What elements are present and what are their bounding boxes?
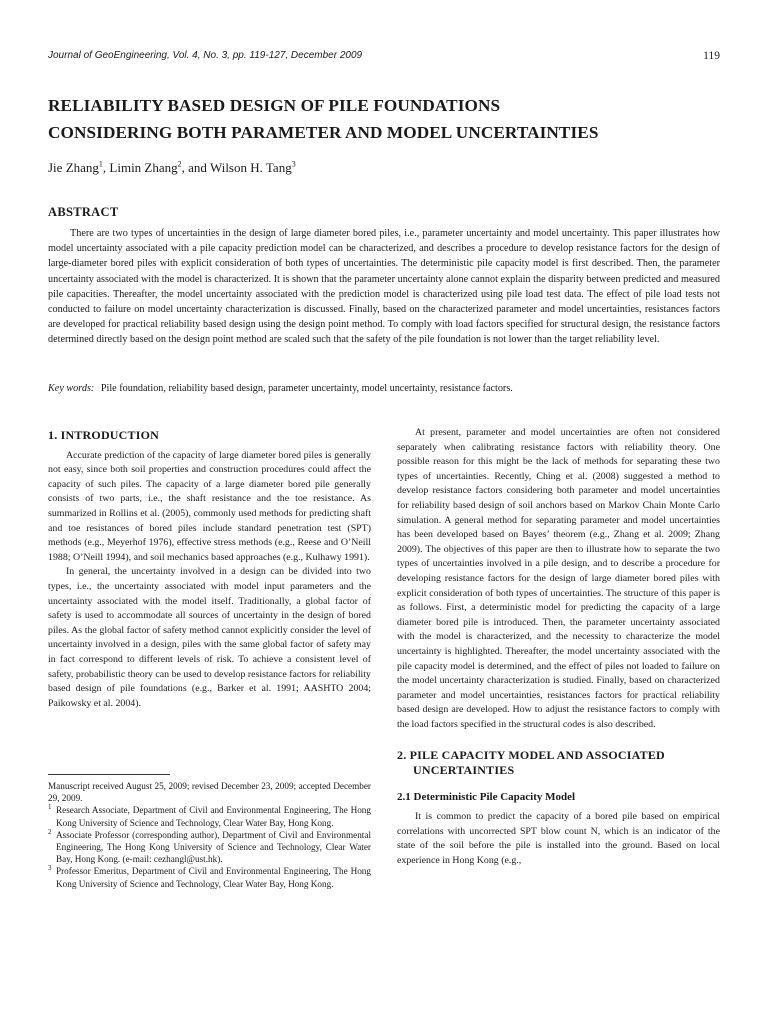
subsection-2-1-heading: 2.1 Deterministic Pile Capacity Model — [397, 790, 576, 803]
journal-citation: Journal of GeoEngineering, Vol. 4, No. 3, pp. 119-127, December 2009 — [48, 50, 363, 61]
abstract-text: There are two types of uncertainties in the design of large diameter bored piles, i.e., parameter uncertainty and model uncertainty. This paper illustrates how model uncertainty associated with a pile capacity prediction model can be characterized, and describes a procedure to develop resistance factors for the design of large-diameter bored piles with explicit consideration of both types of uncertainties. The deterministic pile capacity model is first described. Then, the parameter uncertainty associated with the model is characterized. It is shown that the parameter uncertainty alone cannot explain the disparity between predicted and measured pile capacities. Thereafter, the model uncertainty associated with the prediction model is characterized using pile load test data. The effect of pile load tests not conducted to failure on model uncertainty characterization is discussed. Finally, based on the characterized parameter and model uncertainties, resistances factors are developed for practical reliability based design using the design point method. To comply with load factors specified for structural design, the resistance factors determined directly based on the design point method are scaled such that the safety of the pile foundation is not lower than the target reliability level. — [48, 228, 720, 346]
footnote-2 — [48, 829, 371, 866]
page-number: 119 — [703, 50, 720, 62]
footnote-received: Manuscript received August 25, 2009; revised December 23, 2009; accepted December 29, 2009. — [48, 781, 371, 804]
title-line-2: CONSIDERING BOTH PARAMETER AND MODEL UNCERTAINTIES — [48, 123, 599, 142]
author-1-affil: 1 — [98, 159, 103, 169]
paper-title — [48, 92, 728, 146]
author-1: Jie Zhang — [48, 160, 99, 175]
intro-paragraph-3: At present, parameter and model uncertainties are often not considered separately when calibrating resistance factors with reliability theory. One possible reason for this might be the lack of methods for separating these two types of uncertainties. Recently, Ching et al. (2008) suggested a method to develop resistance factors considering both parameter and model uncertainties for reliability based design of soil anchors based on Markov Chain Monte Carlo simulation. A general method for separating parameter and model uncertainties has been developed based on Bayes’ theorem (e.g., Zhang et al. 2009; Zhang 2009). The objectives of this paper are then to illustrate how to separate the two types of uncertainties involved in a pile design, and to describe a procedure for developing resistance factors for the design of large diameter bored piles with explicit consideration of both types of uncertainties. The structure of this paper is as follows. First, a deterministic model for predicting the capacity of a large diameter bored pile is introduced. Then, the parameter uncertainty associated with the model is characterized, and the necessity to characterize the model uncertainty is highlighted. Thereafter, the model uncertainty associated with the pile capacity model is determined, and the effect of piles not loaded to failure on the model uncertainty characterization is studied. Finally, based on characterized parameter and model uncertainties, resistances factors for practical reliability based design are developed. How to adjust the resistance factors to comply with the load factors specified in the structural codes is also described. — [397, 427, 720, 730]
section-2-paragraph-1: It is common to predict the capacity of a bored pile based on empirical correlations with uncorrected SPT blow count N, which is an indicator of the state of the soil before the pile is installed into the ground. Based on local experience in Hong Kong (e.g., — [397, 811, 720, 867]
section-2-heading-line-2: UNCERTAINTIES — [413, 763, 515, 778]
footnote-1-text: Research Associate, Department of Civil and Environmental Engineering, The Hong Kong University of Science and Technology, Clear Water Bay, Hong Kong. — [56, 805, 371, 828]
footnote-1-mark: 1 — [48, 803, 52, 812]
intro-paragraph-1: Accurate prediction of the capacity of large diameter bored piles is generally not easy, since both soil properties and construction procedures could affect the capacity of such piles. The capacity of a large diameter bored pile generally consists of two parts, i.e., the shaft resistance and the toe resistance. As summarized in Rollins et al. (2005), commonly used methods for predicting shaft and toe resistances of bored piles include standard penetration test (SPT) methods (e.g., Meyerhof 1976), effective stress methods (e.g., Reese and O’Neill 1988; O’Neill 1994), and soil mechanics based approaches (e.g., Kulhawy 1991). — [48, 449, 371, 563]
footnote-1 — [48, 804, 371, 828]
footnote-3-text: Professor Emeritus, Department of Civil and Environmental Engineering, The Hong Kong University of Science and Technology, Clear Water Bay, Hong Kong. — [56, 866, 371, 889]
footnote-2-mark: 2 — [48, 827, 52, 836]
author-2-affil: 2 — [177, 159, 182, 169]
section-2-heading — [397, 748, 720, 777]
keywords-label: Key words: — [48, 383, 95, 394]
keywords-text: Pile foundation, reliability based design, parameter uncertainty, model uncertainty, resistance factors. — [100, 383, 513, 394]
footnote-2-text: Associate Professor (corresponding author), Department of Civil and Environmental Engineering, The Hong Kong University of Science and Technology, Clear Water Bay, Hong Kong. (e-mail: cezhangl@ust.hk). — [56, 829, 371, 865]
section-1-heading: 1. INTRODUCTION — [48, 428, 160, 442]
running-header — [48, 50, 720, 68]
title-line-1: RELIABILITY BASED DESIGN OF PILE FOUNDATIONS — [48, 96, 501, 115]
section-2-heading-line-1: 2. PILE CAPACITY MODEL AND ASSOCIATED — [397, 748, 665, 763]
author-list: Jie Zhang$^1$, Limin Zhang$^2$, and Wilson H. Tang$^3$ — [48, 159, 296, 175]
author-3-affil: 3 — [291, 159, 296, 169]
author-3: Wilson H. Tang — [209, 160, 292, 175]
footnote-rule — [48, 774, 170, 775]
footnote-3 — [48, 865, 371, 889]
intro-paragraph-2: In general, the uncertainty involved in a design can be divided into two types, i.e., the uncertainty associated with model input parameters and the uncertainty associated with the model itself. Traditionally, a global factor of safety is used to accommodate all sources of uncertainty in the design of bored piles. As the global factor of safety method cannot explicitly consider the level of uncertainty involved in a design, piles with the same global factor of safety may in fact correspond to different levels of risk. To achieve a consistent level of safety, probabilistic theory can be used to develop resistance factors for reliability based design of pile foundations (e.g., Barker et al. 1991; AASHTO 2004; Paikowsky et al. 2004). — [48, 566, 371, 709]
right-column — [397, 426, 720, 869]
footnote-3-mark: 3 — [48, 864, 52, 873]
left-column — [48, 428, 371, 711]
keywords — [48, 383, 720, 394]
abstract-heading: ABSTRACT — [48, 205, 119, 219]
author-2: Limin Zhang — [109, 160, 178, 175]
footnotes — [48, 780, 371, 890]
